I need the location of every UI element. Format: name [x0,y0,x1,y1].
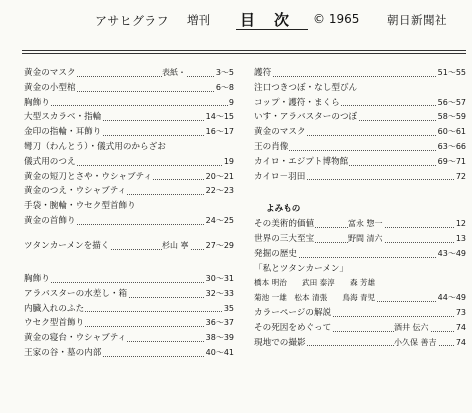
section-heading-label: よみもの [266,204,301,215]
toc-entry[interactable] [254,81,466,96]
toc-entry[interactable] [24,66,234,81]
toc-entry[interactable] [254,336,466,351]
toc-entry[interactable] [254,247,466,262]
entry-title: 金印の指輪・耳飾り [24,125,102,140]
toc-entry[interactable] [24,331,234,346]
entry-page: 38～39 [205,331,234,346]
toc-entry[interactable] [24,287,234,302]
toc-entry[interactable] [254,96,466,111]
entry-page: 74 [455,336,466,351]
entry-page: 30～31 [205,272,234,287]
entry-page: 69～71 [437,155,466,170]
entry-title: 胸飾り [24,272,51,287]
dot-leader [24,105,234,106]
entry-title: 王の肖像 [254,140,289,155]
header [0,0,472,62]
toc-entry[interactable] [24,81,234,96]
toc-entry[interactable] [254,232,466,247]
toc-entry[interactable] [24,214,234,229]
toc-entry[interactable] [24,140,234,155]
toc-entry[interactable] [254,321,466,336]
entry-title: その美術的価値 [254,217,315,232]
toc-entry[interactable] [24,316,234,331]
entry-author: 富永 惣一 [348,217,384,232]
toc-entry[interactable] [254,217,466,232]
entry-title: 黄金の首飾り [24,214,77,229]
header-rule-top [22,50,466,51]
entry-author: 小久保 善吉 [394,336,438,351]
dot-leader [254,76,466,77]
entry-title: 王家の谷・墓の内部 [24,346,102,361]
header-rule-bottom [22,53,466,54]
entry-author: 野間 清六 [348,232,384,247]
entry-title: カラーページの解説 [254,306,332,321]
toc-entry[interactable] [24,199,234,214]
entry-page: 27～29 [205,239,234,254]
entry-page: 36～37 [205,316,234,331]
entry-page: 20～21 [205,170,234,185]
publication-name: アサヒグラフ [95,14,169,28]
entry-page: 19 [223,155,234,170]
publisher-name: 朝日新聞社 [387,13,447,27]
entry-title: 黄金の寝台・ウシャブティ [24,331,127,346]
entry-title: カイロ－羽田 [254,170,306,185]
page-title: 目次 [240,11,309,29]
entry-title: 護符 [254,66,272,81]
entry-title: コップ・護符・まくら [254,96,341,111]
entry-title: ツタンカーメンを描く [24,239,110,254]
toc-entry[interactable] [254,170,466,185]
entry-title: 現地での撮影 [254,336,307,351]
copyright-notice: © 1965 [313,12,360,26]
entry-page: 24～25 [205,214,234,229]
entry-title: 注口つきつぼ・なし型びん [254,81,358,96]
entry-page: 40～41 [205,346,234,361]
toc-entry[interactable] [24,170,234,185]
entry-title: 黄金の短刀とさや・ウシャブティ [24,170,153,185]
entry-page: 74 [455,321,466,336]
toc-entry[interactable] [24,302,234,317]
entry-title: 黄金のつえ・ウシャブティ [24,184,127,199]
issue-tag: 増刊 [187,13,210,27]
entry-title: 彎刀（わんとう）・儀式用のからざお [24,140,167,155]
toc-entry[interactable] [24,125,234,140]
entry-title: 大型スカラベ・指輪 [24,110,102,125]
entry-title: 「私とツタンカーメン」 [254,263,349,274]
entry-title: 手袋・腕輪・ウセク型首飾り [24,199,137,214]
toc-entry[interactable] [254,125,466,140]
toc-entry[interactable] [24,96,234,111]
entry-page: 72 [455,170,466,185]
entry-title: 内臓入れのふた [24,302,85,317]
entry-page: 58～59 [437,110,466,125]
entry-page: 56～57 [437,96,466,111]
entry-title: 胸飾り [24,96,51,111]
entry-page: 63～66 [437,140,466,155]
toc-entry[interactable] [254,291,466,306]
entry-page: 43～49 [437,247,466,262]
toc-entry[interactable] [24,155,234,170]
entry-author: 酒井 伝六 [394,321,430,336]
entry-title: アラバスターの水差し・箱 [24,287,128,302]
entry-title: 黄金の小型棺 [24,81,77,96]
entry-page: 6～8 [215,81,234,96]
contributors-line [254,276,466,291]
entry-title: 発掘の歴史 [254,247,298,262]
toc-entry[interactable] [254,306,466,321]
right-column [254,66,466,350]
entry-title: 儀式用のつえ [24,155,77,170]
contributors-names: 橋本 明治 武田 泰淳 森 芳雄 [254,276,376,291]
dot-leader [24,282,234,283]
entry-title: いす・アラバスターのつぼ [254,110,358,125]
entry-page: 13 [455,232,466,247]
toc-entry[interactable] [254,140,466,155]
entry-title: 黄金のマスク [24,66,77,81]
entry-title: 黄金のマスク [254,125,307,140]
toc-entry[interactable] [254,110,466,125]
entry-page: 35 [223,302,234,317]
section-heading-yomimono [254,202,466,217]
toc-entry[interactable] [24,239,234,254]
entry-page: 16～17 [205,125,234,140]
entry-page: 22～23 [205,184,234,199]
toc-entry[interactable] [24,272,234,287]
entry-page: 3～5 [215,66,234,81]
toc-entry[interactable] [24,184,234,199]
toc-entry[interactable] [24,110,234,125]
entry-page: 51～55 [437,66,466,81]
entry-page: 12 [455,217,466,232]
toc-entry[interactable] [24,346,234,361]
left-column [24,66,234,361]
entry-title: 世界の三大至宝 [254,232,315,247]
entry-title: カイロ・エジプト博物館 [254,155,349,170]
toc-entry[interactable] [254,262,466,277]
entry-page: 9 [228,96,234,111]
entry-note: 表紙・ [162,66,187,81]
entry-page: 73 [455,306,466,321]
entry-title: ウセク型首飾り [24,316,85,331]
entry-page: 44～49 [437,291,466,306]
entry-page: 60～61 [437,125,466,140]
toc-entry[interactable] [254,66,466,81]
entry-author: 杉山 寧 [162,239,190,254]
entry-title: その死因をめぐって [254,321,332,336]
toc-entry[interactable] [254,155,466,170]
entry-page: 14～15 [205,110,234,125]
contributors-names: 菊池 一雄 松本 清張 鳥海 青児 [254,291,376,306]
entry-page: 32～33 [205,287,234,302]
title-underline [236,29,308,30]
